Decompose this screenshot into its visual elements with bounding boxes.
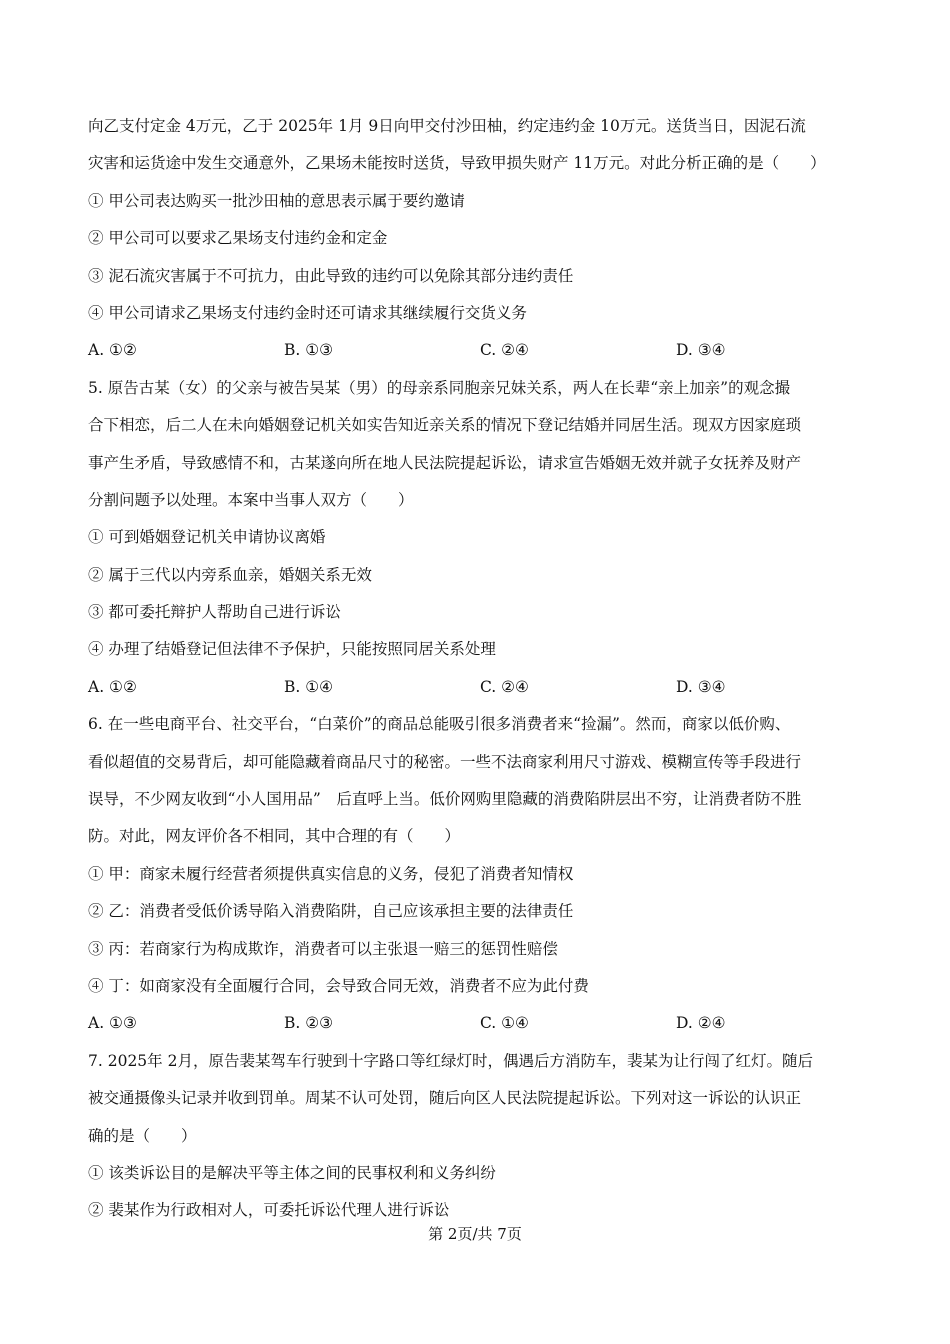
statement-1: ① 甲公司表达购买一批沙田柚的意思表示属于要约邀请: [88, 191, 465, 210]
option-c: C. ②④: [480, 677, 529, 696]
option-c: C. ①④: [480, 1014, 529, 1033]
answer-options: [88, 1005, 878, 1042]
answer-options: [88, 669, 878, 706]
option-d: D. ③④: [676, 677, 726, 696]
question-5: [88, 370, 878, 707]
option-d: D. ③④: [676, 341, 726, 360]
option-a: A. ①②: [88, 341, 137, 360]
question-text-line: 误导，不少网友收到“小人国用品” 后直呼上当。低价网购里隐藏的消费陷阱层出不穷，让消费者防不胜: [88, 790, 802, 809]
statement-2: ② 乙：消费者受低价诱导陷入消费陷阱，自己应该承担主要的法律责任: [88, 902, 574, 921]
question-text-line: 灾害和运货途中发生交通意外，乙果场未能按时送货，导致甲损失财产 11万元。对此分析正确的是（ ）: [88, 154, 826, 173]
statement-4: ④ 丁：如商家没有全面履行合同，会导致合同无效，消费者不应为此付费: [88, 976, 589, 995]
question-6: [88, 706, 878, 1043]
question-text-line: 5. 原告古某（女）的父亲与被告吴某（男）的母亲系同胞亲兄妹关系，两人在长辈“亲上加亲”的观念撮: [88, 378, 791, 397]
statement-2: ② 属于三代以内旁系血亲，婚姻关系无效: [88, 565, 372, 584]
statement-4: ④ 办理了结婚登记但法律不予保护，只能按照同居关系处理: [88, 640, 496, 659]
statement-1: ① 甲：商家未履行经营者须提供真实信息的义务，侵犯了消费者知情权: [88, 864, 574, 883]
question-text-line: 看似超值的交易背后，却可能隐藏着商品尺寸的秘密。一些不法商家利用尺寸游戏、模糊宣传等手段进行: [88, 752, 802, 771]
statement-3: ③ 丙：若商家行为构成欺诈，消费者可以主张退一赔三的惩罚性赔偿: [88, 939, 558, 958]
question-text-line: 事产生矛盾，导致感情不和，古某遂向所在地人民法院提起诉讼，请求宣告婚姻无效并就子女抚养及财产: [88, 453, 802, 472]
option-d: D. ②④: [676, 1014, 726, 1033]
question-text-line: 防。对此，网友评价各不相同，其中合理的有（ ）: [88, 827, 461, 846]
question-text-line: 合下相恋，后二人在未向婚姻登记机关如实告知近亲关系的情况下登记结婚并同居生活。现双方因家庭琐: [88, 416, 802, 435]
option-a: A. ①②: [88, 677, 137, 696]
question-text-line: 向乙支付定金 4万元，乙于 2025年 1月 9日向甲交付沙田柚，约定违约金 10万元。送货当日，因泥石流: [88, 117, 806, 135]
question-text-line: 6. 在一些电商平台、社交平台，“白菜价”的商品总能吸引很多消费者来“捡漏”。然而，商家以低价购、: [88, 715, 791, 734]
option-a: A. ①③: [88, 1014, 137, 1033]
question-7: [88, 1043, 878, 1230]
option-b: B. ②③: [284, 1014, 334, 1033]
statement-3: ③ 泥石流灾害属于不可抗力，由此导致的违约可以免除其部分违约责任: [88, 266, 574, 285]
question-text-line: 确的是（ ）: [88, 1126, 197, 1145]
question-text-line: 被交通摄像头记录并收到罚单。周某不认可处罚，随后向区人民法院提起诉讼。下列对这一诉讼的认识正: [88, 1089, 802, 1108]
answer-options: [88, 332, 878, 369]
statement-2: ② 裴某作为行政相对人，可委托诉讼代理人进行诉讼: [88, 1201, 450, 1220]
statement-4: ④ 甲公司请求乙果场支付违约金时还可请求其继续履行交货义务: [88, 303, 527, 322]
statement-2: ② 甲公司可以要求乙果场支付违约金和定金: [88, 229, 388, 248]
option-b: B. ①④: [284, 677, 334, 696]
question-text-line: 分割问题予以处理。本案中当事人双方（ ）: [88, 490, 414, 509]
exam-page-content: [88, 108, 878, 1230]
option-b: B. ①③: [284, 341, 334, 360]
option-c: C. ②④: [480, 341, 529, 360]
statement-1: ① 可到婚姻登记机关申请协议离婚: [88, 528, 326, 547]
statement-3: ③ 都可委托辩护人帮助自己进行诉讼: [88, 603, 341, 622]
statement-1: ① 该类诉讼目的是解决平等主体之间的民事权利和义务纠纷: [88, 1163, 496, 1182]
question-text-line: 7. 2025年 2月，原告裴某驾车行驶到十字路口等红绿灯时，偶遇后方消防车，裴某为让行闯了红灯。随后: [88, 1051, 813, 1070]
question-4-continued: [88, 108, 878, 370]
page-number-footer: 第 2页/共 7页: [428, 1225, 522, 1243]
